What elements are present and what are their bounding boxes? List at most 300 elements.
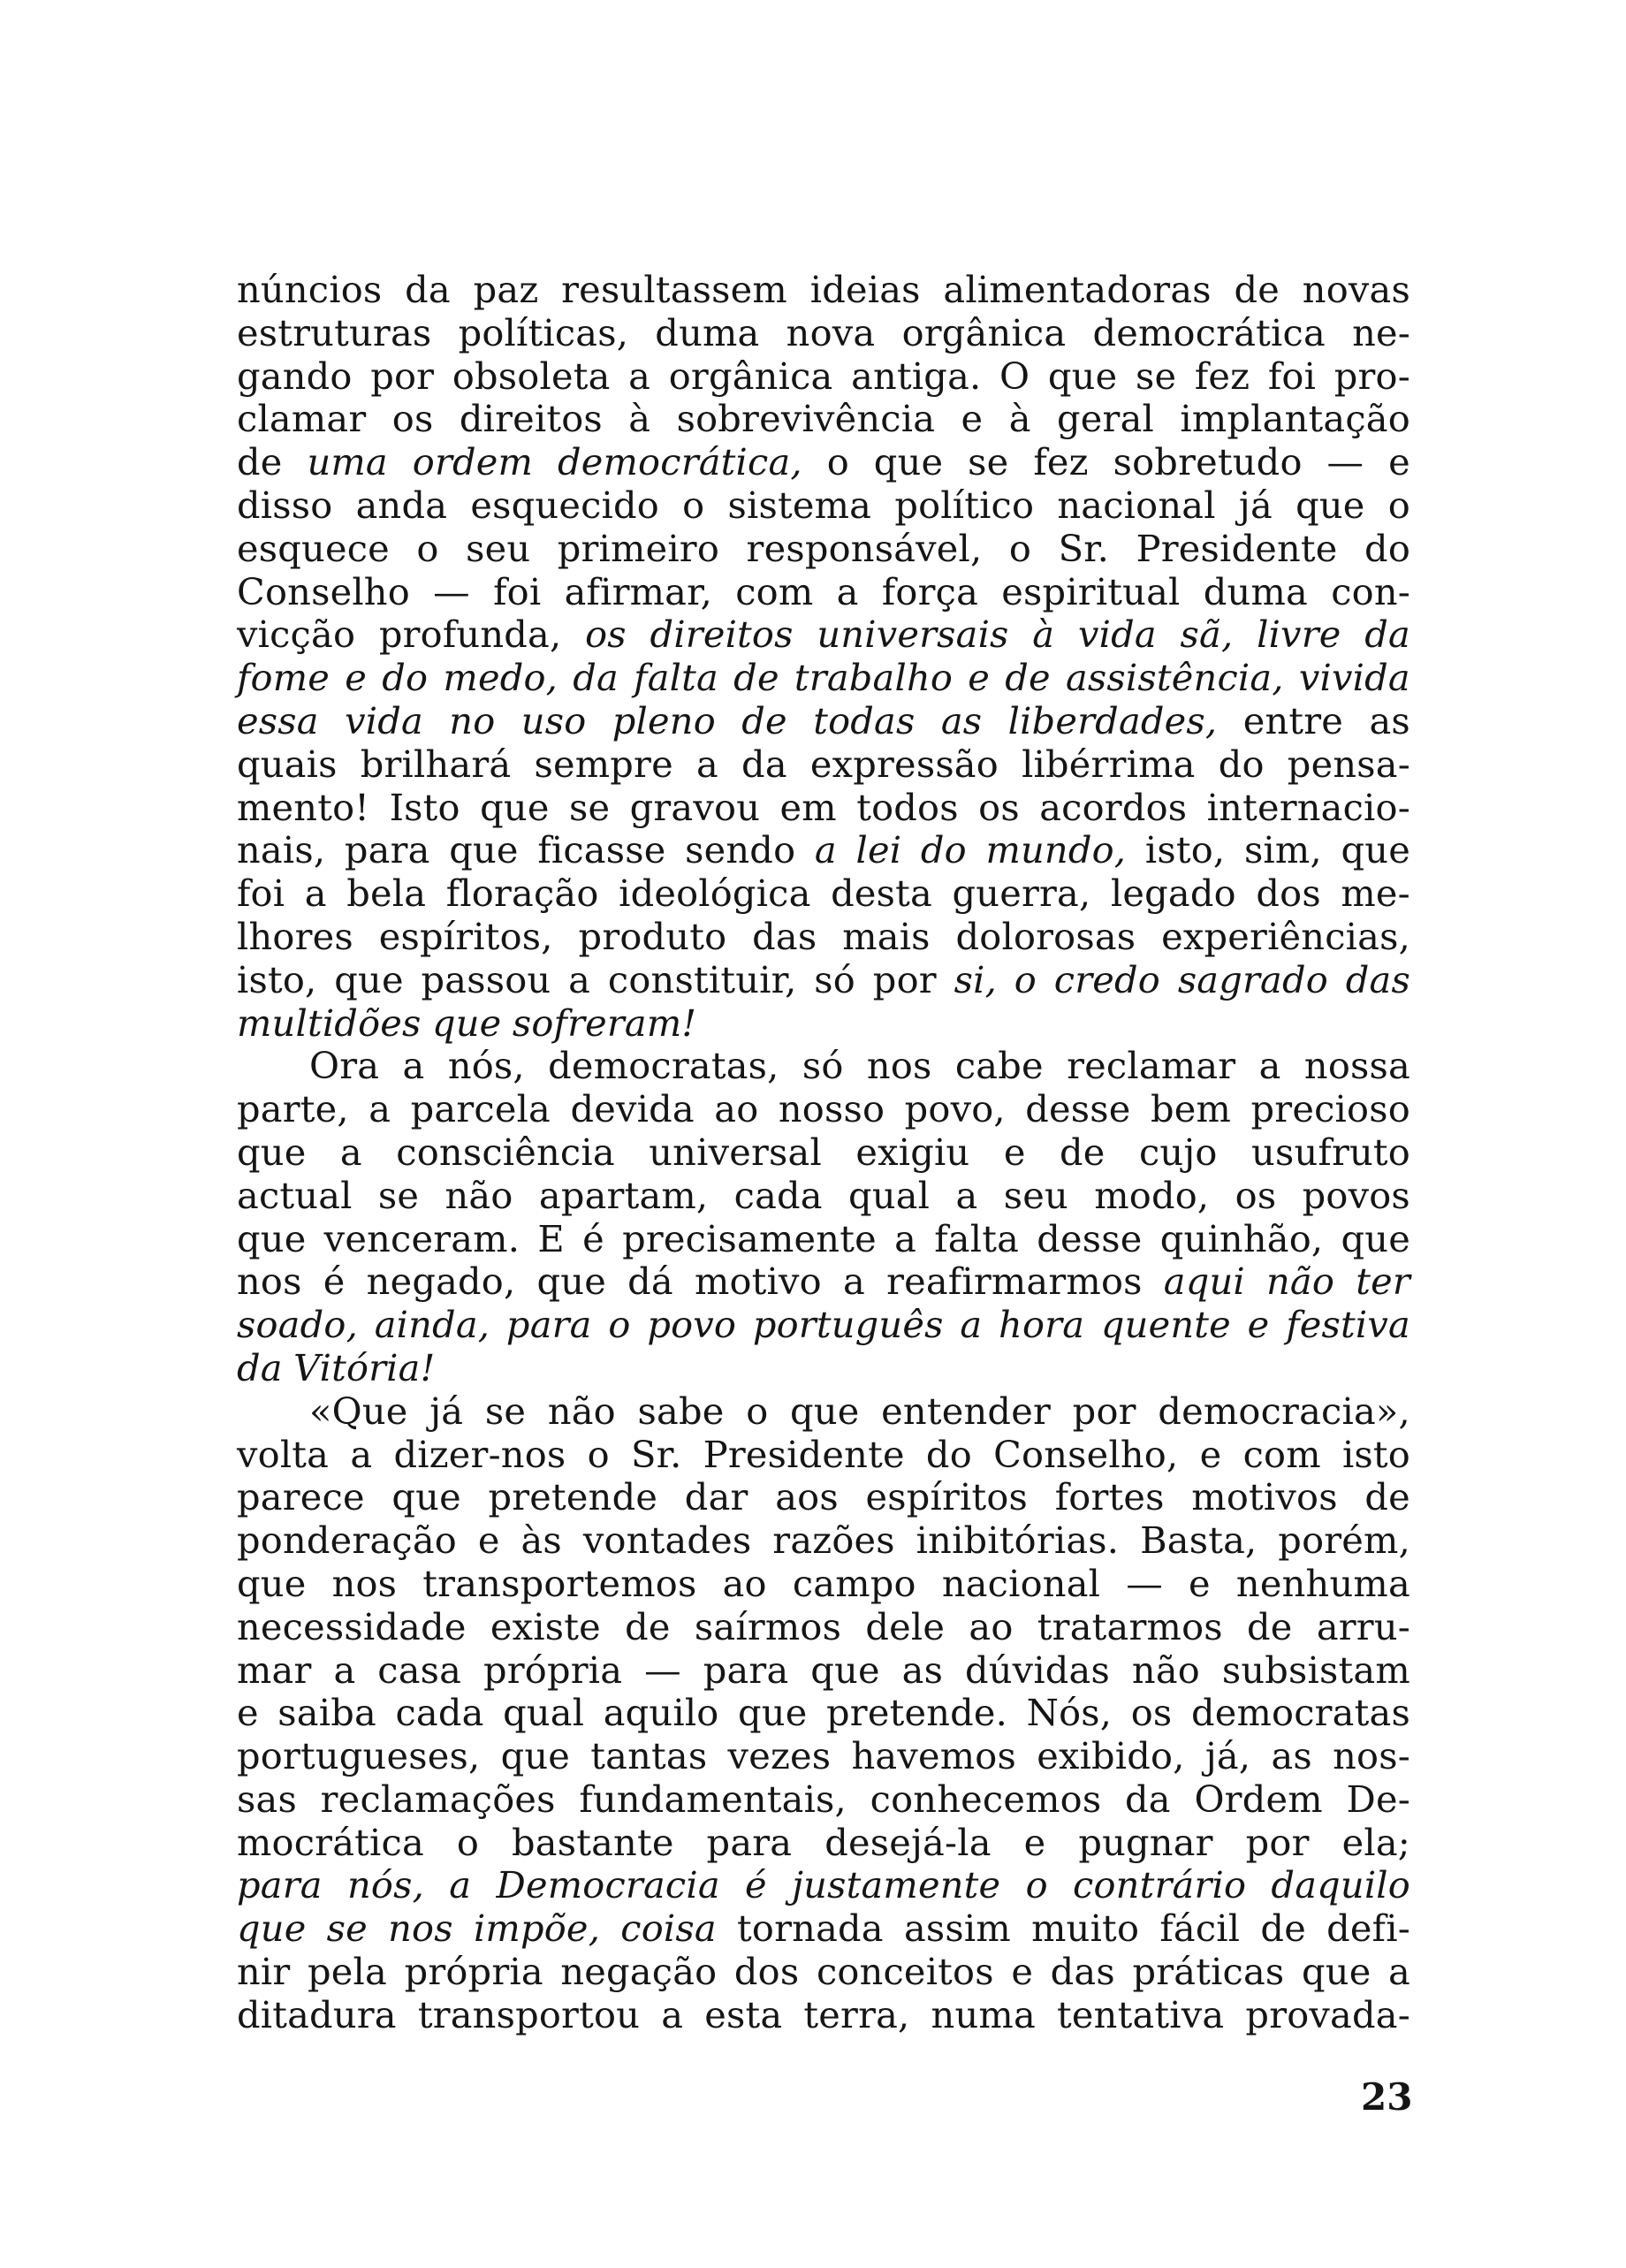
word: o bbox=[416, 526, 439, 570]
text-line bbox=[237, 1304, 1410, 1347]
word: parte, bbox=[237, 1087, 349, 1131]
word: modo, bbox=[1094, 1173, 1210, 1217]
word: tornada bbox=[737, 1906, 884, 1951]
word: e bbox=[1189, 1561, 1211, 1605]
word: própria bbox=[483, 1648, 623, 1692]
word: é bbox=[745, 1863, 767, 1907]
text-line bbox=[237, 700, 1410, 743]
word: práticas bbox=[1132, 1950, 1285, 1994]
word: havemos bbox=[851, 1734, 1016, 1778]
text-line bbox=[237, 1476, 1410, 1519]
word: esquece bbox=[237, 526, 390, 570]
word: exibido, bbox=[1037, 1734, 1185, 1778]
word: mais bbox=[842, 914, 931, 958]
word: entender bbox=[881, 1389, 1051, 1433]
word: que bbox=[738, 1691, 808, 1735]
word: resultassem bbox=[561, 268, 787, 311]
word: constituir, bbox=[607, 957, 797, 1001]
word: arru- bbox=[1316, 1604, 1410, 1648]
word: mocrática bbox=[237, 1820, 424, 1864]
word: a bbox=[661, 1992, 684, 2036]
word: me- bbox=[1341, 871, 1410, 916]
word: de bbox=[1060, 1130, 1106, 1174]
word: paz bbox=[473, 268, 539, 311]
word: vontades bbox=[582, 1518, 752, 1563]
word: foi bbox=[493, 569, 542, 613]
word: assistência, bbox=[1065, 656, 1284, 700]
word: devida bbox=[570, 1087, 695, 1131]
word: que bbox=[334, 957, 404, 1001]
word: da bbox=[573, 656, 619, 700]
word: sã, bbox=[1180, 613, 1234, 657]
word: de bbox=[733, 656, 779, 700]
word: Conselho bbox=[237, 569, 410, 613]
word: o bbox=[608, 1303, 631, 1347]
word: para bbox=[706, 1820, 793, 1864]
word: dúvidas bbox=[964, 1648, 1111, 1692]
word: sofreram! bbox=[512, 1001, 697, 1045]
word: nova bbox=[786, 310, 876, 354]
word: espíritos, bbox=[378, 914, 553, 958]
word: negação bbox=[560, 1950, 718, 1994]
word: que bbox=[790, 1389, 860, 1433]
text-line bbox=[237, 1994, 1410, 2037]
word: precioso bbox=[1250, 1087, 1410, 1131]
word: vivida bbox=[1298, 656, 1410, 700]
word: nacional bbox=[941, 1561, 1101, 1605]
word: credo bbox=[1053, 957, 1160, 1001]
word: sempre bbox=[534, 742, 673, 786]
word: isto, bbox=[1144, 828, 1226, 872]
word: universais bbox=[817, 613, 1009, 657]
word: povo, bbox=[904, 1087, 1006, 1131]
word: estruturas bbox=[237, 310, 432, 354]
word: cada bbox=[733, 1173, 823, 1217]
word: tantas bbox=[590, 1734, 708, 1778]
word: experiências, bbox=[1161, 914, 1410, 958]
word: a bbox=[628, 354, 651, 398]
word: que bbox=[237, 1561, 307, 1605]
word: ordem bbox=[412, 440, 534, 484]
word: orgânica bbox=[668, 354, 833, 398]
word: nossa bbox=[1303, 1044, 1410, 1088]
text-line bbox=[237, 1649, 1410, 1693]
word: o bbox=[682, 483, 705, 527]
word: nos- bbox=[1333, 1734, 1410, 1778]
word: usufruto bbox=[1251, 1130, 1410, 1174]
word: pretende bbox=[488, 1475, 658, 1519]
word: e bbox=[968, 656, 991, 700]
word: internacio- bbox=[1206, 785, 1410, 829]
word: que bbox=[1341, 1216, 1410, 1260]
word: que bbox=[1302, 1950, 1371, 1994]
word: da bbox=[741, 742, 787, 786]
word: uma bbox=[307, 440, 388, 484]
text-line bbox=[237, 657, 1410, 700]
word: a bbox=[842, 1260, 865, 1304]
word: ficasse bbox=[537, 828, 666, 872]
word: numa bbox=[931, 1992, 1036, 2036]
word: — bbox=[1326, 440, 1364, 484]
word: Sr. bbox=[631, 1432, 682, 1476]
word: que bbox=[1047, 354, 1118, 398]
word: libérrima bbox=[1022, 742, 1196, 786]
word: inibitórias. bbox=[916, 1518, 1120, 1563]
word: as bbox=[1271, 1734, 1312, 1778]
word: vicção bbox=[237, 613, 356, 657]
word: nos bbox=[866, 1044, 932, 1088]
word: ela; bbox=[1341, 1820, 1410, 1864]
word: por bbox=[1072, 1389, 1136, 1433]
word: dá bbox=[627, 1260, 673, 1304]
word: a bbox=[339, 1130, 362, 1174]
word: as bbox=[1369, 698, 1410, 742]
word: fundamentais, bbox=[579, 1777, 847, 1821]
word: das bbox=[1050, 1950, 1115, 1994]
text-line bbox=[237, 1735, 1410, 1778]
text-line bbox=[237, 1606, 1410, 1649]
word: a bbox=[333, 1648, 356, 1692]
word: dos bbox=[1256, 871, 1321, 916]
word: Ordem bbox=[1194, 1777, 1323, 1821]
text-line bbox=[237, 1175, 1410, 1218]
word: duma bbox=[655, 310, 760, 354]
word: nenhuma bbox=[1235, 1561, 1410, 1605]
word: a bbox=[449, 1863, 472, 1907]
word: que bbox=[237, 1216, 307, 1260]
word: tratarmos bbox=[1037, 1604, 1223, 1648]
word: da bbox=[1364, 613, 1410, 657]
word: exigiu bbox=[855, 1130, 970, 1174]
word: e bbox=[477, 1518, 500, 1563]
word: gravou bbox=[629, 785, 761, 829]
word: que bbox=[237, 1130, 307, 1174]
word: para bbox=[344, 828, 430, 872]
word: com bbox=[1242, 1432, 1321, 1476]
word: produto bbox=[578, 914, 727, 958]
word: qual bbox=[848, 1173, 931, 1217]
word: afirmar, bbox=[564, 569, 712, 613]
word: a bbox=[350, 1432, 373, 1476]
text-line bbox=[237, 355, 1410, 399]
word: obsoleta bbox=[452, 354, 611, 398]
text-line bbox=[237, 269, 1410, 312]
text-line bbox=[237, 787, 1410, 830]
word: Vitória! bbox=[293, 1345, 436, 1389]
word: De- bbox=[1346, 1777, 1410, 1821]
word: todas bbox=[813, 698, 916, 742]
word: Democracia bbox=[496, 1863, 720, 1907]
text-line bbox=[237, 829, 1410, 872]
word: os bbox=[1130, 1691, 1173, 1735]
word: se bbox=[1135, 354, 1177, 398]
word: negado, bbox=[366, 1260, 516, 1304]
word: da bbox=[237, 1345, 283, 1389]
word: desse bbox=[1037, 1216, 1143, 1260]
text-line bbox=[237, 1692, 1410, 1735]
word: fez bbox=[1194, 354, 1250, 398]
word: sas bbox=[237, 1777, 297, 1821]
word: festiva bbox=[1286, 1303, 1410, 1347]
word: O bbox=[999, 354, 1030, 398]
word: ditadura bbox=[237, 1992, 397, 2036]
word: vida bbox=[1077, 613, 1157, 657]
word: fácil bbox=[1159, 1906, 1241, 1951]
word: desejá-la bbox=[824, 1820, 992, 1864]
word: do bbox=[920, 828, 967, 872]
word: que bbox=[536, 1260, 606, 1304]
word: sim, bbox=[1243, 828, 1322, 872]
word: à bbox=[628, 397, 651, 441]
word: o bbox=[1025, 1863, 1048, 1907]
word: reafirmarmos bbox=[886, 1260, 1143, 1304]
word: é bbox=[582, 1216, 604, 1260]
word: para bbox=[703, 1648, 789, 1692]
word: aos bbox=[775, 1475, 839, 1519]
word: foi bbox=[237, 871, 285, 916]
word: os bbox=[978, 785, 1020, 829]
text-line bbox=[237, 1519, 1410, 1563]
word: que bbox=[431, 1001, 502, 1045]
text-line bbox=[237, 1778, 1410, 1822]
word: medo, bbox=[443, 656, 558, 700]
word: e bbox=[961, 397, 984, 441]
word: disso bbox=[237, 483, 333, 527]
word: Nós, bbox=[1026, 1691, 1113, 1735]
word: Basta, bbox=[1140, 1518, 1257, 1563]
word: de bbox=[1005, 656, 1051, 700]
word: à bbox=[1032, 613, 1055, 657]
text-line bbox=[237, 1951, 1410, 1994]
word: pretende. bbox=[826, 1691, 1008, 1735]
word: lhores bbox=[237, 914, 353, 958]
word: sobretudo bbox=[1113, 440, 1303, 484]
word: essa bbox=[237, 698, 319, 742]
word: parece bbox=[237, 1475, 365, 1519]
word: — bbox=[1126, 1561, 1163, 1605]
word: os bbox=[391, 397, 434, 441]
word: e bbox=[1199, 1432, 1222, 1476]
word: de bbox=[741, 698, 787, 742]
word: motivo bbox=[694, 1260, 822, 1304]
word: a bbox=[369, 1087, 391, 1131]
word: soado, bbox=[237, 1303, 358, 1347]
word: multidões bbox=[237, 1001, 422, 1045]
word: ponderação bbox=[237, 1518, 457, 1563]
text-line bbox=[237, 1045, 1410, 1088]
text-line bbox=[237, 528, 1410, 571]
word: não bbox=[547, 1389, 616, 1433]
word: sistema bbox=[727, 483, 872, 527]
word: clamar bbox=[237, 397, 367, 441]
word: liberdades, bbox=[1007, 698, 1218, 742]
word: expressão bbox=[809, 742, 999, 786]
word: anda bbox=[355, 483, 448, 527]
word: espíritos bbox=[865, 1475, 1029, 1519]
word: quente bbox=[1100, 1303, 1231, 1347]
word: o bbox=[1014, 957, 1037, 1001]
word: brilhará bbox=[360, 742, 512, 786]
word: passou bbox=[421, 957, 551, 1001]
text-line bbox=[237, 1131, 1410, 1175]
word: mundo, bbox=[985, 828, 1127, 872]
word: de bbox=[1260, 1906, 1306, 1951]
word: sagrado bbox=[1177, 957, 1328, 1001]
text-line bbox=[237, 1563, 1410, 1606]
word: do bbox=[1218, 742, 1265, 786]
word: nos bbox=[388, 1906, 453, 1951]
word: «Que bbox=[309, 1389, 408, 1433]
word: se bbox=[568, 785, 611, 829]
word: a bbox=[814, 828, 837, 872]
word: da bbox=[1125, 1777, 1171, 1821]
word: de bbox=[237, 440, 283, 484]
word: a bbox=[894, 1216, 917, 1260]
word: terra, bbox=[803, 1992, 910, 2036]
text-line bbox=[237, 743, 1410, 787]
word: esquecido bbox=[470, 483, 659, 527]
word: reclamar bbox=[1067, 1044, 1236, 1088]
word: que bbox=[1295, 483, 1365, 527]
page-number: 23 bbox=[1361, 2075, 1413, 2119]
word: o bbox=[1387, 483, 1410, 527]
word: português bbox=[752, 1303, 944, 1347]
text-line bbox=[237, 916, 1410, 959]
text-line bbox=[237, 1864, 1410, 1907]
word: implantação bbox=[1180, 397, 1410, 441]
word: conceitos bbox=[816, 1950, 994, 1994]
word: defi- bbox=[1326, 1906, 1410, 1951]
word: de bbox=[1234, 268, 1280, 311]
word: coisa bbox=[620, 1906, 717, 1951]
text-line bbox=[237, 1002, 1410, 1046]
word: legado bbox=[1110, 871, 1236, 916]
word: com bbox=[735, 569, 814, 613]
word: nais, bbox=[237, 828, 326, 872]
word: da bbox=[405, 268, 451, 311]
text-line bbox=[237, 571, 1410, 614]
word: força bbox=[881, 569, 979, 613]
word: já, bbox=[1204, 1734, 1251, 1778]
word: geral bbox=[1057, 397, 1154, 441]
word: a bbox=[836, 569, 859, 613]
word: primeiro bbox=[557, 526, 720, 570]
text-line bbox=[237, 398, 1410, 441]
word: a bbox=[1388, 1950, 1410, 1994]
word: democrática bbox=[1092, 310, 1326, 354]
word: contrário bbox=[1073, 1863, 1247, 1907]
word: esta bbox=[704, 1992, 783, 2036]
word: entre bbox=[1242, 698, 1344, 742]
word: própria bbox=[404, 1950, 543, 1994]
word: transportou bbox=[417, 1992, 641, 2036]
word: porém, bbox=[1278, 1518, 1410, 1563]
text-line bbox=[237, 1434, 1410, 1477]
word: pela bbox=[308, 1950, 387, 1994]
word: cada bbox=[395, 1691, 484, 1735]
word: consciência bbox=[396, 1130, 615, 1174]
word: dolorosas bbox=[955, 914, 1136, 958]
word: fez bbox=[1033, 440, 1089, 484]
word: e bbox=[1388, 440, 1410, 484]
word: fortes bbox=[1054, 1475, 1165, 1519]
word: — bbox=[433, 569, 470, 613]
word: já bbox=[429, 1389, 464, 1433]
word: que bbox=[449, 828, 519, 872]
word: a bbox=[1258, 1044, 1281, 1088]
word: falta bbox=[934, 1216, 1020, 1260]
word: o bbox=[1008, 526, 1032, 570]
word: pleno bbox=[612, 698, 716, 742]
word: razões bbox=[772, 1518, 895, 1563]
word: só bbox=[802, 1044, 844, 1088]
word: precisamente bbox=[622, 1216, 877, 1260]
text-line bbox=[237, 1390, 1410, 1434]
word: e bbox=[237, 1691, 259, 1735]
word: democratas bbox=[1190, 1691, 1410, 1735]
word: Ora bbox=[309, 1044, 380, 1088]
word: subsistam bbox=[1221, 1648, 1410, 1692]
word: transportemos bbox=[422, 1561, 697, 1605]
word: o bbox=[587, 1432, 610, 1476]
word: guerra, bbox=[952, 871, 1091, 916]
word: profunda, bbox=[378, 613, 562, 657]
word: nos bbox=[331, 1561, 398, 1605]
word: e bbox=[1247, 1303, 1270, 1347]
word: bela bbox=[346, 871, 427, 916]
word: dizer-nos bbox=[393, 1432, 566, 1476]
word: Sr. bbox=[1058, 526, 1110, 570]
word: casa bbox=[377, 1648, 462, 1692]
word: muito bbox=[1031, 1906, 1140, 1951]
word: antiga. bbox=[851, 354, 982, 398]
word: novas bbox=[1302, 268, 1410, 311]
word: motivos bbox=[1191, 1475, 1338, 1519]
word: bem bbox=[1151, 1087, 1232, 1131]
word: ter bbox=[1356, 1260, 1410, 1304]
word: que bbox=[237, 1906, 307, 1951]
word: isto bbox=[1341, 1432, 1410, 1476]
word: nacional bbox=[1057, 483, 1216, 527]
word: vida bbox=[345, 698, 423, 742]
text-line bbox=[237, 1088, 1410, 1131]
word: e bbox=[1003, 1130, 1026, 1174]
word: quais bbox=[237, 742, 338, 786]
word: a bbox=[960, 1303, 983, 1347]
word: que bbox=[391, 1475, 461, 1519]
word: sabe bbox=[637, 1389, 725, 1433]
word: os bbox=[1235, 1173, 1277, 1217]
word: justamente bbox=[792, 1863, 1001, 1907]
word: Isto bbox=[389, 785, 460, 829]
text-line bbox=[237, 1822, 1410, 1865]
word: ao bbox=[969, 1604, 1014, 1648]
word: saírmos bbox=[694, 1604, 842, 1648]
word: às bbox=[520, 1518, 562, 1563]
word: de bbox=[1364, 1475, 1410, 1519]
word: a bbox=[955, 1173, 978, 1217]
word: que bbox=[500, 1734, 571, 1778]
word: actual bbox=[237, 1173, 353, 1217]
word: hora bbox=[999, 1303, 1085, 1347]
word: dar bbox=[684, 1475, 748, 1519]
word: sendo bbox=[685, 828, 796, 872]
word: pensa- bbox=[1287, 742, 1410, 786]
word: si, bbox=[954, 957, 997, 1001]
word: ao bbox=[722, 1561, 767, 1605]
word: se bbox=[326, 1906, 368, 1951]
text-line bbox=[237, 1347, 1410, 1390]
